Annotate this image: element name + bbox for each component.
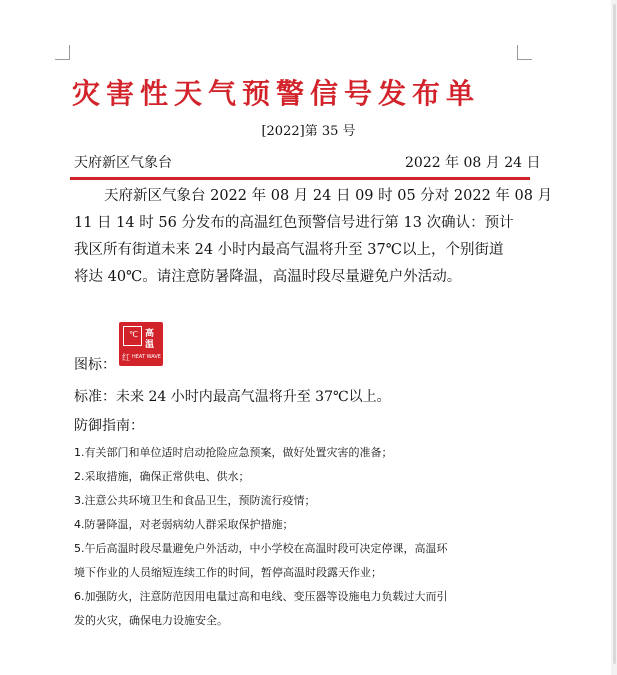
warning-body	[74, 183, 553, 291]
document-number: [2022]第 35 号	[261, 124, 356, 139]
guidance-item: 4.防暑降温，对老弱病幼人群采取保护措施；	[74, 518, 294, 531]
icon-english-label: HEAT WAVE	[132, 354, 161, 360]
red-divider	[70, 177, 530, 180]
icon-level-char: 红	[122, 353, 130, 362]
icon-label: 图标：	[74, 357, 116, 373]
body-line: 11 日 14 时 56 分发布的高温红色预警信号进行第 13 次确认：预计	[74, 215, 514, 231]
guidance-item: 发的火灾，确保电力设施安全。	[74, 614, 228, 627]
guidance-item: 1.有关部门和单位适时启动抢险应急预案，做好处置灾害的准备；	[74, 446, 393, 459]
document-title: 灾害性天气预警信号发布单	[72, 77, 481, 110]
page-corner-mark-left	[55, 45, 70, 60]
guidance-list	[74, 441, 530, 633]
warning-standard: 标准：未来 24 小时内最高气温将升至 37℃以上。	[74, 389, 391, 405]
heat-wave-red-warning-icon	[119, 322, 163, 366]
vertical-scrollbar[interactable]	[611, 0, 617, 675]
icon-char-top: 高	[145, 329, 155, 339]
scrollbar-thumb[interactable]	[613, 4, 616, 664]
guidance-item: 3.注意公共环境卫生和食品卫生，预防流行疫情；	[74, 494, 316, 507]
page-corner-mark-right	[517, 45, 532, 60]
body-line: 我区所有街道未来 24 小时内最高气温将升至 37℃以上，个别街道	[74, 242, 504, 258]
guidance-item: 2.采取措施，确保正常供电、供水；	[74, 470, 250, 483]
body-line: 将达 40℃。请注意防暑降温，高温时段尽量避免户外活动。	[74, 269, 462, 285]
guidance-title: 防御指南：	[74, 418, 144, 434]
thermometer-icon: ℃	[123, 326, 142, 346]
body-line: 天府新区气象台 2022 年 08 月 24 日 09 时 05 分对 2022 年 08 月	[104, 188, 553, 204]
guidance-item: 6.加强防火，注意防范因用电量过高和电线、变压器等设施电力负载过大而引	[74, 590, 448, 603]
icon-char-bottom: 温	[145, 340, 155, 350]
issuer-name: 天府新区气象台	[74, 155, 172, 171]
guidance-item: 5.午后高温时段尽量避免户外活动，中小学校在高温时段可决定停课，高温环	[74, 542, 448, 555]
guidance-item: 境下作业的人员缩短连续工作的时间，暂停高温时段露天作业；	[74, 566, 382, 579]
issue-date: 2022 年 08 月 24 日	[405, 155, 541, 171]
